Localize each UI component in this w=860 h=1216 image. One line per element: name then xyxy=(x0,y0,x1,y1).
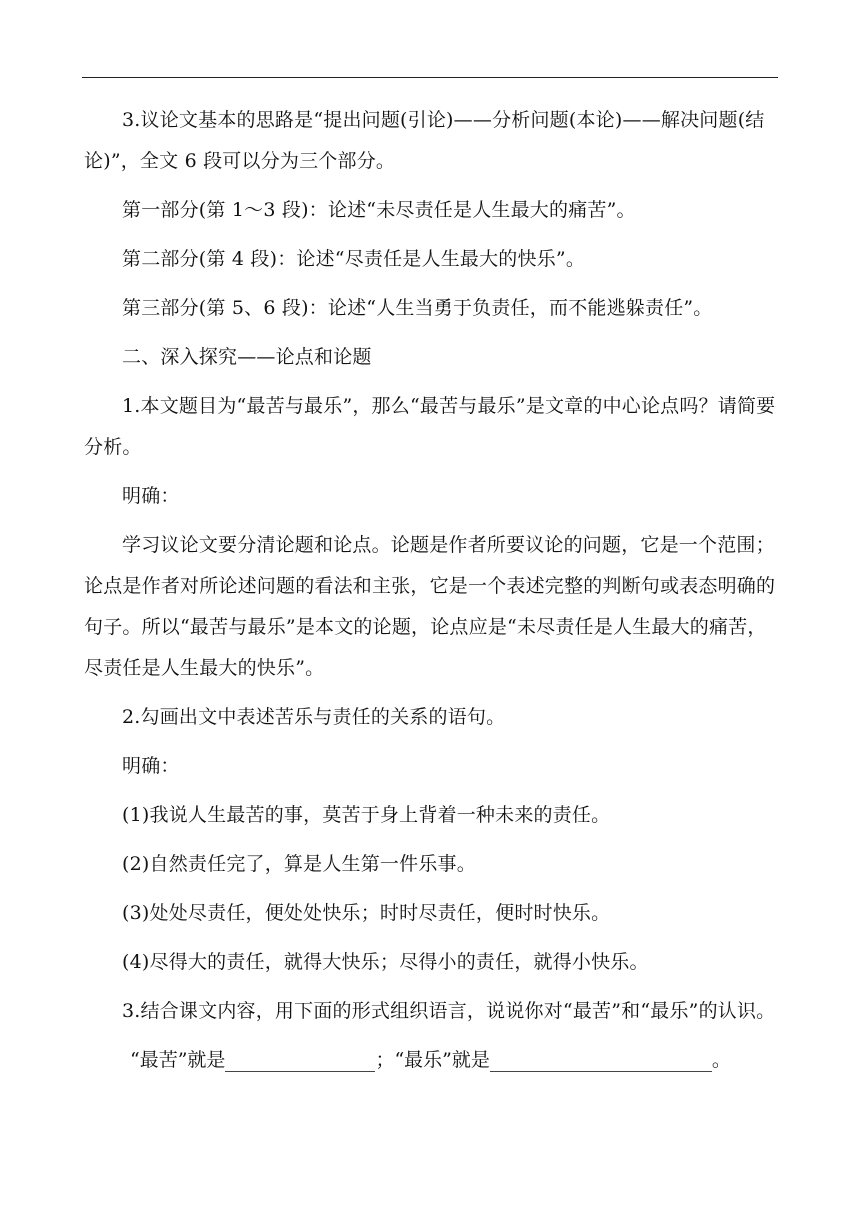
blank-bitter[interactable] xyxy=(225,1049,375,1072)
section-heading: 二、深入探究——论点和论题 xyxy=(122,346,372,368)
fill-in-separator: ； xyxy=(375,1049,395,1071)
answer-one-text: 学习议论文要分清论题和论点。论题是作者所要议论的问题，它是一个范围；论点是作者对所论述问题的看法和主张，它是一个表述完整的判断句或表态明确的句子。所以“最苦与最乐”是本文的论题，论点应是“未尽责任是人生最大的痛苦，尽责任是人生最大的快乐”。 xyxy=(84,534,776,679)
quote-item-3: (3)处处尽责任，便处处快乐；时时尽责任，便时时快乐。 xyxy=(122,902,611,924)
paragraph-part-one: 第一部分(第 1～3 段)：论述“未尽责任是人生最大的痛苦”。 xyxy=(122,199,636,221)
document-body xyxy=(84,100,778,1081)
quote-item-4: (4)尽得大的责任，就得大快乐；尽得小的责任，就得小快乐。 xyxy=(122,951,649,973)
header-rule xyxy=(82,77,778,78)
paragraph-structure: 3.议论文基本的思路是“提出问题(引论)——分析问题(本论)——解决问题(结论)”，全文 6 段可以分为三个部分。 xyxy=(84,109,765,172)
quote-item-2: (2)自然责任完了，算是人生第一件乐事。 xyxy=(122,853,476,875)
question-one: 1.本文题目为“最苦与最乐”，那么“最苦与最乐”是文章的中心论点吗？请简要分析。 xyxy=(84,395,776,458)
blank-joy[interactable] xyxy=(490,1049,712,1072)
fill-in-prefix-bitter: “最苦”就是 xyxy=(130,1049,226,1071)
fill-in-end: 。 xyxy=(711,1049,731,1071)
question-three: 3.结合课文内容，用下面的形式组织语言，说说你对“最苦”和“最乐”的认识。 xyxy=(122,1000,776,1022)
question-two: 2.勾画出文中表述苦乐与责任的关系的语句。 xyxy=(122,706,506,728)
paragraph-part-two: 第二部分(第 4 段)：论述“尽责任是人生最大的快乐”。 xyxy=(122,248,586,270)
answer-label-one: 明确： xyxy=(122,485,180,507)
paragraph-part-three: 第三部分(第 5、6 段)：论述“人生当勇于负责任，而不能逃躲责任”。 xyxy=(122,297,713,319)
answer-label-two: 明确： xyxy=(122,755,180,777)
quote-item-1: (1)我说人生最苦的事，莫苦于身上背着一种未来的责任。 xyxy=(122,804,611,826)
fill-in-prefix-joy: “最乐”就是 xyxy=(394,1049,490,1071)
fill-in-sentence xyxy=(84,1040,778,1081)
